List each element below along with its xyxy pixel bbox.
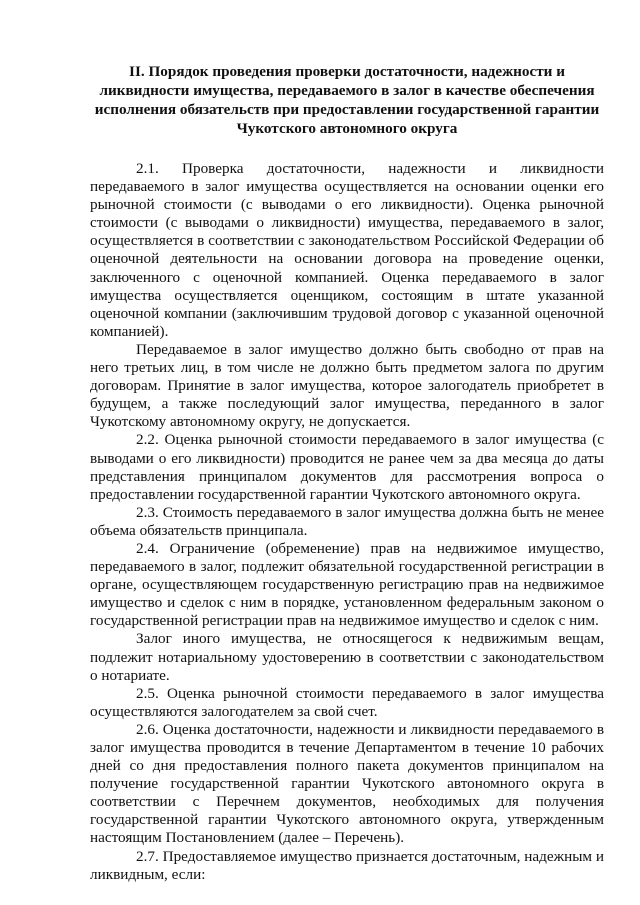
paragraph-2-5: 2.5. Оценка рыночной стоимости передаваемого в залог имущества осуществляются залогодателем за свой счет. [90,684,604,720]
section-title-line: Чукотского автономного округа [236,120,458,137]
document-body [90,160,604,884]
section-title-line: ликвидности имущества, передаваемого в залог в качестве обеспечения [99,82,595,99]
section-title-line: II. Порядок проведения проверки достаточности, надежности и [129,63,565,80]
section-title-line: исполнения обязательств при предоставлении государственной гарантии [94,101,600,118]
paragraph-collateral-free: Передаваемое в залог имущество должно быть свободно от прав на него третьих лиц, в том числе не должно быть предметом залога по другим договорам. Принятие в залог имущества, которое залогодатель приобретет в будущем, а также последующий залог имущества, переданного в залог Чукотскому автономному округу, не допускается. [90,340,604,431]
paragraph-2-6: 2.6. Оценка достаточности, надежности и ликвидности передаваемого в залог имущества проводится в течение Департаментом в течение 10 рабочих дней со дня предоставления полного пакета документов принципалом на получение государственной гарантии Чукотского автономного округа в соответствии с Перечнем документов, необходимых для получения государственной гарантии Чукотского автономного округа, утвержденным настоящим Постановлением (далее – Перечень). [90,720,604,847]
paragraph-2-4: 2.4. Ограничение (обременение) прав на недвижимое имущество, передаваемого в залог, подлежит обязательной государственной регистрации в органе, осуществляющем государственную регистрацию прав на недвижимое имущество и сделок с ним в порядке, установленном федеральным законом о государственной регистрации прав на недвижимое имущество и сделок с ним. [90,539,604,630]
paragraph-notarial: Залог иного имущества, не относящегося к недвижимым вещам, подлежит нотариальному удостоверению в соответствии с законодательством о нотариате. [90,630,604,684]
section-title [90,62,604,138]
paragraph-2-2: 2.2. Оценка рыночной стоимости передаваемого в залог имущества (с выводами о его ликвидности) проводится не ранее чем за два месяца до даты представления принципалом документов для рассмотрения вопроса о предоставлении государственной гарантии Чукотского автономного округа. [90,431,604,503]
paragraph-2-3: 2.3. Стоимость передаваемого в залог имущества должна быть не менее объема обязательств принципала. [90,503,604,539]
paragraph-2-7: 2.7. Предоставляемое имущество признается достаточным, надежным и ликвидным, если: [90,847,604,883]
paragraph-2-1: 2.1. Проверка достаточности, надежности и ликвидности передаваемого в залог имущества осуществляется на основании оценки его рыночной стоимости (с выводами о его ликвидности). Оценка рыночной стоимости (с выводами о ликвидности) имущества, передаваемого в залог, осуществляется в соответствии с законодательством Российской Федерации об оценочной деятельности на основании договора на проведение оценки, заключенного с оценочной компанией. Оценка передаваемого в залог имущества осуществляется оценщиком, состоящим в штате указанной оценочной компании (заключившим трудовой договор с указанной оценочной компанией). [90,160,604,340]
